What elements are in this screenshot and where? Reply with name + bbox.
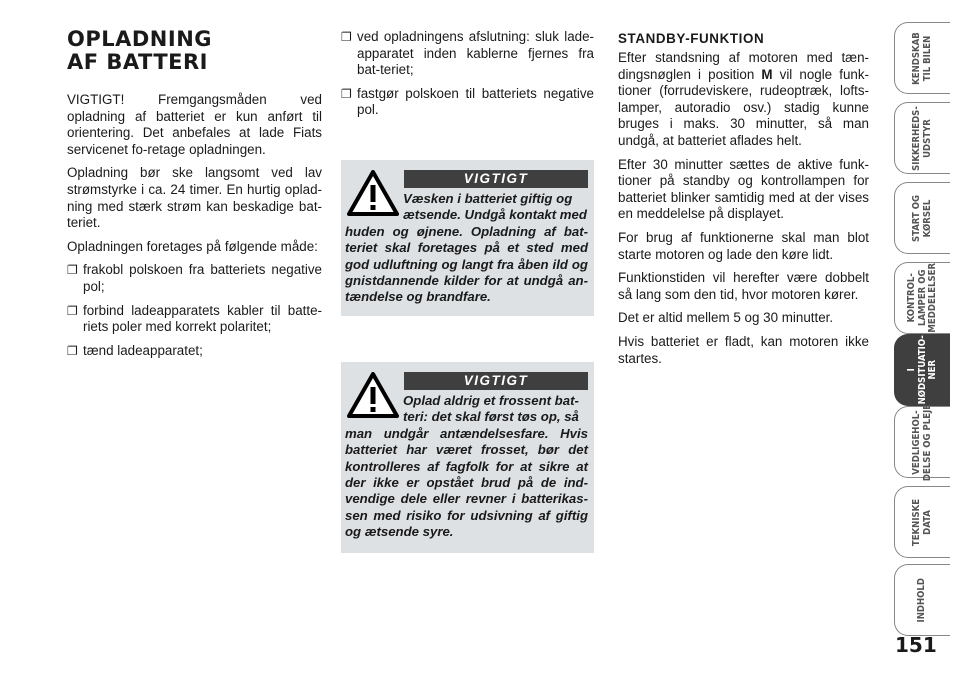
warning-box-toxic-acid [341, 160, 594, 316]
list-item: ❐ frakobl polskoen fra batteriets negative pol; [67, 262, 322, 294]
checkbox-bullet-icon: ❐ [67, 263, 78, 278]
standby-heading: STANDBY-FUNKTION [618, 31, 765, 46]
list-item: ❐ ved opladningens afslutning: sluk lade-apparatet inden kablerne fjernes fra bat-teriet; [341, 29, 594, 78]
warning-text: Væsken i batteriet giftig og ætsende. Undgå kontakt med huden og øjnene. Opladning af bat-teriet skal foretages på et sted med god udluftning og langt fra åben ild og gnistdannende kilder for at undgå an-tændelse og brandfare. [345, 191, 588, 305]
title-line-2: AF BATTERI [67, 50, 208, 74]
checkbox-bullet-icon: ❐ [341, 86, 352, 101]
paragraph-standby-intro: Efter standsning af motoren med tæn-dingsnøglen i position M vil nogle funk-tioner (forrudeviskere, rudeoptræk, lofts-lamper, autoradio osv.) stadig kunne bruges i maks. 30 minutter, så man undgå, at batteriet aflades helt. [618, 50, 869, 148]
paragraph-flat-battery: Hvis batteriet er fladt, kan motoren ikke startes. [618, 333, 869, 366]
paragraph-procedure: Opladningen foretages på følgende måde: [67, 238, 318, 254]
tab-tekniske-data[interactable]: TEKNISKE DATA [894, 486, 950, 558]
important-badge: VIGTIGT [404, 170, 588, 188]
tab-nodsituationer[interactable]: I NØDSITUATIO- NER [894, 334, 950, 406]
paragraph-standby-after: Efter 30 minutter sættes de aktive funk-tioner på standby og kontrollampen for batteriet blinker samtidig med at der vises en meddelelse på displayet. [618, 156, 869, 222]
column-left [67, 0, 322, 366]
paragraph-restart: For brug af funktionerne skal man blot starte motoren og lade den køre lidt. [618, 229, 869, 262]
warning-box-frozen-battery [341, 362, 594, 553]
paragraph-slow-charge: Opladning bør ske langsomt ved lav strømstyrke i ca. 24 timer. En hurtig oplad-ning med stærk strøm kan beskadige bat-teriet. [67, 165, 322, 231]
tab-sikkerhed[interactable]: SIKKERHEDS- UDSTYR [894, 102, 950, 174]
tab-kontrollamper[interactable]: KONTROL- LAMPER OG MEDDELELSER [894, 262, 950, 334]
page-number: 151 [895, 633, 937, 657]
tab-indhold[interactable]: INDHOLD [894, 564, 950, 636]
checkbox-bullet-icon: ❐ [67, 303, 78, 318]
warning-text: Oplad aldrig et frossent bat- teri: det skal først tøs op, så man undgår antændelsesfare. Hvis batteriet har været frosset, bør det kontrolleres af fagfolk for at sikre at der ikke er opstået brud på de ind-vendige dele eller revner i batterikas-sen med risiko for udsivning af giftig og ætsende syre. [345, 393, 588, 540]
list-item: ❐ fastgør polskoen til batteriets negative pol. [341, 85, 594, 118]
paragraph-important: VIGTIGT! Fremgangsmåden ved opladning af batteriet er kun anført til orientering. Det anbefales at lade Fiats servicenet fo-retage opladningen. [67, 92, 322, 157]
key-position-m: M [761, 66, 773, 82]
section-title [67, 28, 322, 74]
tab-vedligeholdelse[interactable]: VEDLIGEHOL- DELSE OG PLEJE [894, 406, 950, 478]
checkbox-bullet-icon: ❐ [67, 343, 78, 358]
important-badge: VIGTIGT [404, 372, 588, 390]
column-middle [341, 0, 594, 126]
checkbox-bullet-icon: ❐ [341, 30, 352, 44]
paragraph-range: Det er altid mellem 5 og 30 minutter. [618, 310, 834, 326]
title-line-1: OPLADNING [67, 27, 213, 51]
list-item: ❐ forbind ladeapparatets kabler til batte-riets poler med korrekt polaritet; [67, 302, 322, 335]
tab-start-korsel[interactable]: START OG KØRSEL [894, 182, 950, 254]
paragraph-duration: Funktionstiden vil herefter være dobbelt så lang som den tid, hvor motoren kører. [618, 270, 869, 302]
column-right [618, 0, 869, 374]
tab-kendskab[interactable]: KENDSKAB TIL BILEN [894, 22, 950, 94]
list-item: ❐ tænd ladeapparatet; [67, 342, 203, 358]
chapter-tabs [894, 0, 960, 677]
